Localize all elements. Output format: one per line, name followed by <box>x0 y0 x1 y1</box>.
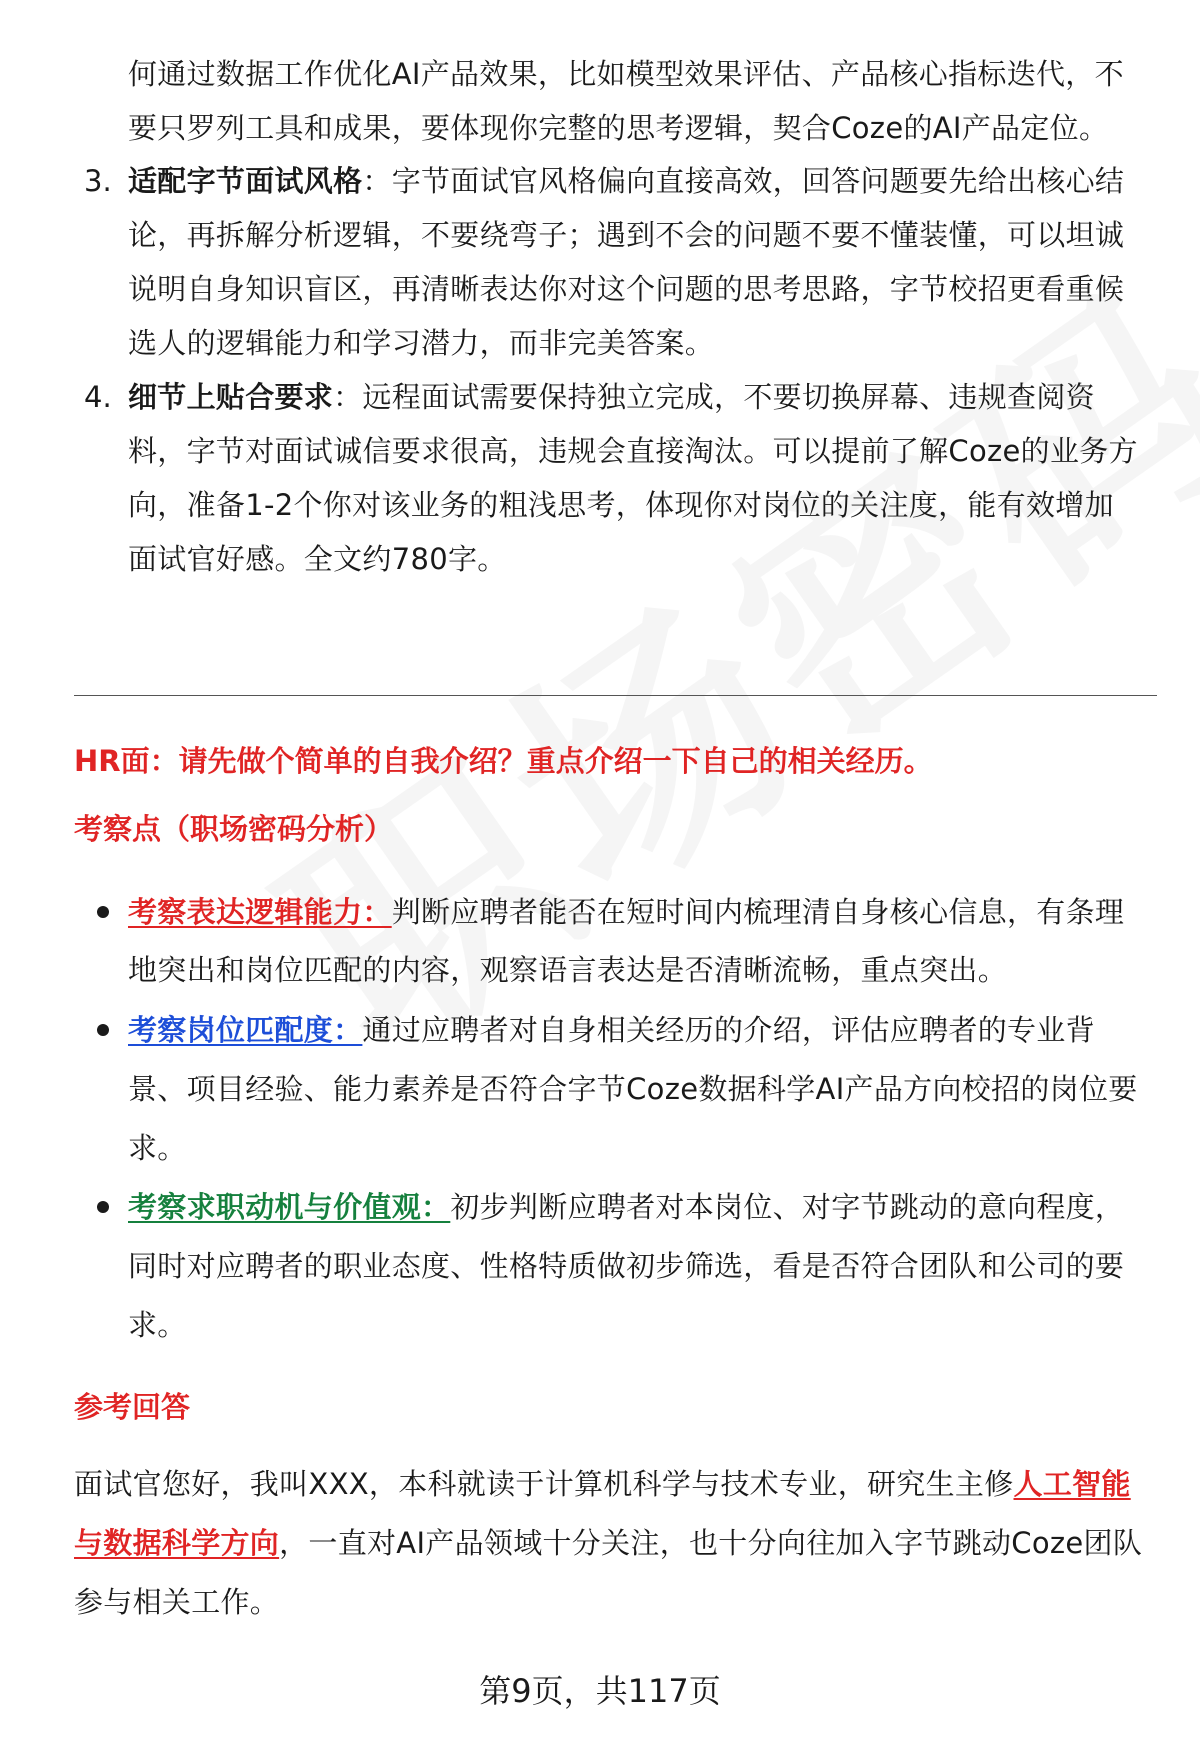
point-1-line-2: 地突出和岗位匹配的内容，观察语言表达是否清晰流畅，重点突出。 <box>128 953 1008 987</box>
analysis-heading: 考察点（职场密码分析） <box>74 812 394 846</box>
answer-text-2: ，一直对AI产品领域十分关注，也十分向往加入字节跳动Coze团队 <box>279 1526 1143 1560</box>
tip-3-line-3: 说明自身知识盲区，再清晰表达你对这个问题的思考思路，字节校招更看重候 <box>128 272 1125 306</box>
answer-text-1: 面试官您好，我叫XXX，本科就读于计算机科学与技术专业，研究生主修 <box>74 1467 1014 1501</box>
tip-3-line-1 <box>128 151 1158 211</box>
point-2-line-3: 求。 <box>128 1131 187 1165</box>
point-2-label: 考察岗位匹配度： <box>128 1013 363 1047</box>
answer-highlight-2: 与数据科学方向 <box>74 1526 280 1560</box>
point-3-text-1: 初步判断应聘者对本岗位、对字节跳动的意向程度， <box>450 1190 1125 1224</box>
tip-number-3: 3. <box>84 164 112 198</box>
bullet-dot <box>97 1024 109 1036</box>
hr-question-heading: HR面：请先做个简单的自我介绍？重点介绍一下自己的相关经历。 <box>74 744 933 778</box>
tip-number-4: 4. <box>84 380 112 414</box>
point-1-label: 考察表达逻辑能力： <box>128 895 392 929</box>
intro-line-2: 要只罗列工具和成果，要体现你完整的思考逻辑，契合Coze的AI产品定位。 <box>128 111 1109 145</box>
tip-4-colon: ： <box>333 380 363 414</box>
point-3-label: 考察求职动机与价值观： <box>128 1190 451 1224</box>
tip-3-title: 适配字节面试风格 <box>128 164 363 198</box>
tip-4-line-3: 向，准备1-2个你对该业务的粗浅思考，体现你对岗位的关注度，能有效增加 <box>128 488 1114 522</box>
point-2-line-2: 景、项目经验、能力素养是否符合字节Coze数据科学AI产品方向校招的岗位要 <box>128 1072 1138 1106</box>
page-number-footer: 第9页，共117页 <box>479 1672 721 1710</box>
bullet-dot <box>97 1201 109 1213</box>
point-3-line-3: 求。 <box>128 1308 187 1342</box>
point-3-line-2: 同时对应聘者的职业态度、性格特质做初步筛选，看是否符合团队和公司的要 <box>128 1249 1125 1283</box>
point-3-line-1 <box>128 1177 1158 1237</box>
point-2-text-1: 通过应聘者对自身相关经历的介绍，评估应聘者的专业背 <box>362 1013 1095 1047</box>
point-1-line-1 <box>128 882 1158 942</box>
answer-line-2 <box>74 1513 1164 1573</box>
section-divider <box>74 695 1157 696</box>
answer-line-3: 参与相关工作。 <box>74 1585 280 1619</box>
tip-4-line-1 <box>128 367 1158 427</box>
tip-3-colon: ： <box>362 164 392 198</box>
point-1-text-1: 判断应聘者能否在短时间内梳理清自身核心信息，有条理 <box>391 895 1125 929</box>
answer-line-1 <box>74 1454 1164 1514</box>
tip-3-line-4: 选人的逻辑能力和学习潜力，而非完美答案。 <box>128 326 715 360</box>
tip-4-line-2: 料，字节对面试诚信要求很高，违规会直接淘汰。可以提前了解Coze的业务方 <box>128 434 1138 468</box>
tip-4-title: 细节上贴合要求 <box>128 380 334 414</box>
tip-3-line-2: 论，再拆解分析逻辑，不要绕弯子；遇到不会的问题不要不懂装懂，可以坦诚 <box>128 218 1125 252</box>
answer-heading: 参考回答 <box>74 1390 191 1424</box>
bullet-dot <box>97 906 109 918</box>
point-2-line-1 <box>128 1000 1158 1060</box>
tip-4-line-4: 面试官好感。全文约780字。 <box>128 542 507 576</box>
tip-4-text-1: 远程面试需要保持独立完成，不要切换屏幕、违规查阅资 <box>362 380 1095 414</box>
tip-3-text-1: 字节面试官风格偏向直接高效，回答问题要先给出核心结 <box>391 164 1125 198</box>
intro-line-1: 何通过数据工作优化AI产品效果，比如模型效果评估、产品核心指标迭代，不 <box>128 57 1124 91</box>
answer-highlight-1: 人工智能 <box>1013 1467 1131 1501</box>
